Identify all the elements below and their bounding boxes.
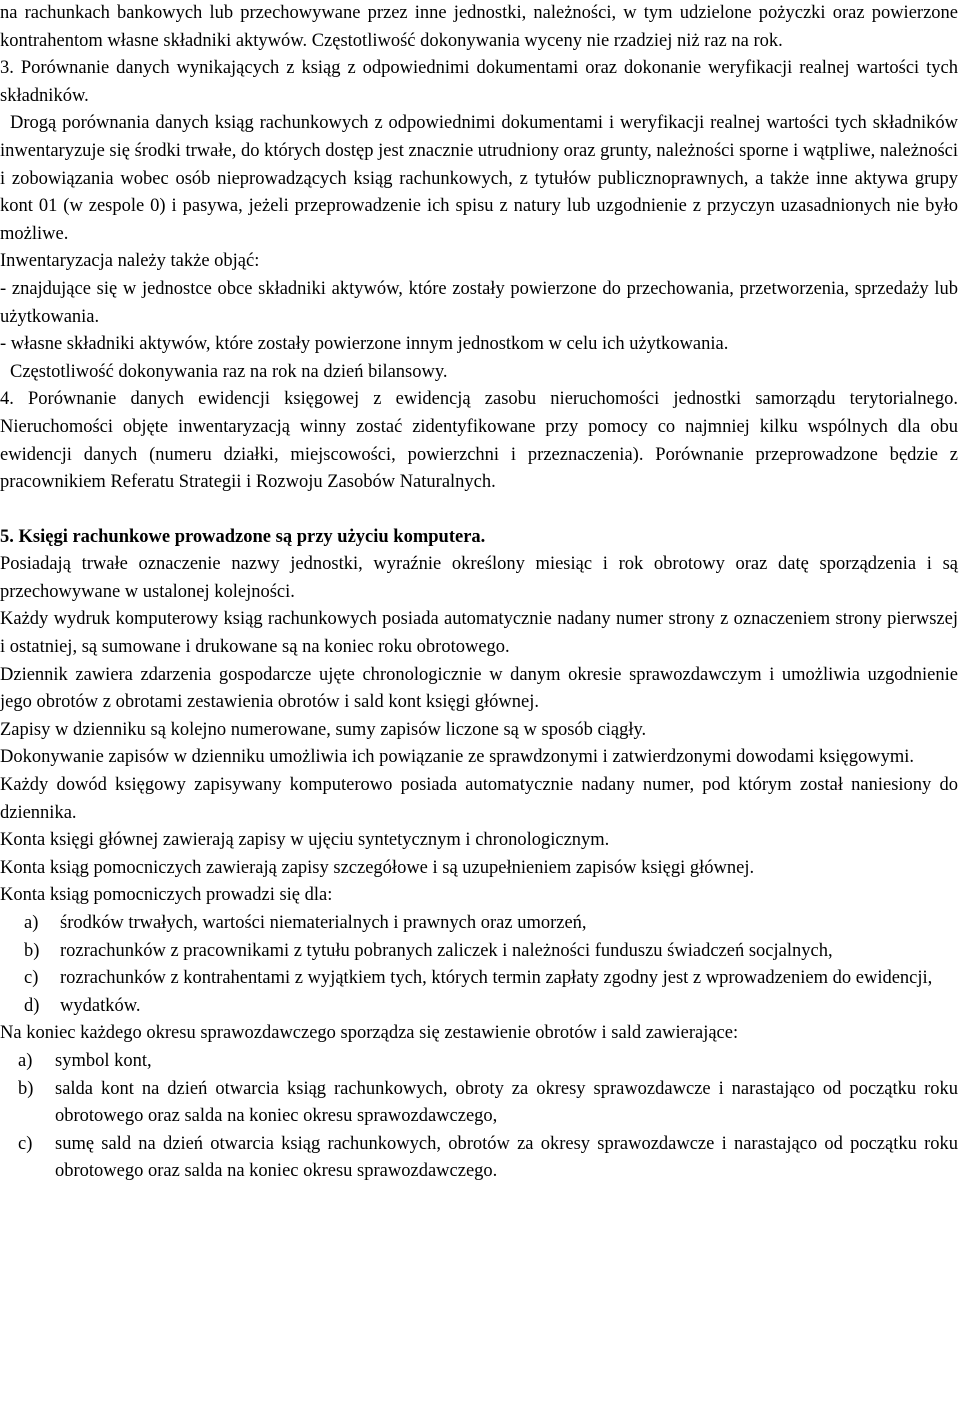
list-marker: d) (24, 995, 40, 1016)
list-item-text: rozrachunków z kontrahentami z wyjątkiem tych, których termin zapłaty zgodny jest z wprowadzeniem do ewidencji, (60, 968, 933, 989)
list-item (0, 938, 958, 966)
list-item (0, 1131, 958, 1186)
list-item (0, 993, 958, 1021)
list-item-text: sumę sald na dzień otwarcia ksiąg rachunkowych, obrotów za okresy sprawozdawcze i narastająco od początku roku obrotowego oraz salda na koniec okresu sprawozdawczego. (55, 1133, 958, 1182)
list-marker: c) (24, 968, 39, 989)
list-item (0, 965, 958, 993)
list-item (0, 1076, 958, 1131)
list-item (0, 910, 958, 938)
paragraph-book-marking: Posiadają trwałe oznaczenie nazwy jednostki, wyraźnie określony miesiąc i rok obrotowy oraz datę sporządzenia i są przechowywane w ustalonej kolejności. (0, 554, 958, 602)
paragraph-journal-entries: Dokonywanie zapisów w dzienniku umożliwia ich powiązanie ze sprawdzonymi i zatwierdzonymi dowodami księgowymi. (0, 747, 914, 768)
list-item (0, 1048, 958, 1076)
section-3-title: 3. Porównanie danych wynikających z ksiąg z odpowiednimi dokumentami oraz dokonanie weryfikacji realnej wartości tych składników. (0, 58, 958, 106)
paragraph-inventory-scope: Inwentaryzacja należy także objąć: (0, 251, 260, 272)
list-marker: b) (24, 940, 40, 961)
paragraph-general-ledger: Konta księgi głównej zawierają zapisy w ujęciu syntetycznym i chronologicznym. (0, 830, 610, 851)
list-marker: a) (18, 1050, 33, 1071)
paragraph-document-number: Każdy dowód księgowy zapisywany komputerowo posiada automatycznie nadany numer, pod którym został naniesiony do dziennika. (0, 775, 958, 823)
list-item-text: wydatków. (60, 995, 141, 1016)
section-5-heading: 5. Księgi rachunkowe prowadzone są przy użyciu komputera. (0, 526, 486, 547)
paragraph-journal: Dziennik zawiera zdarzenia gospodarcze ujęte chronologicznie w danym okresie sprawozdawczym i umożliwia uzgodnienie jego obrotów z obrotami zestawienia obrotów i sald kont księgi głównej. (0, 664, 958, 713)
subsidiary-ledger-list (0, 910, 958, 1020)
spacer (0, 497, 958, 524)
list-marker: b) (18, 1078, 34, 1099)
paragraph-comparison-method: Drogą porównania danych ksiąg rachunkowych z odpowiednimi dokumentami i weryfikacji realnej wartości tych składników inwentaryzuje się środki trwałe, do których dostęp jest znacznie utrudniony oraz grunty, należności sporne i wątpliwe, należności i zobowiązania wobec osób nieprowadzących ksiąg rachunkowych, z tytułów publicznoprawnych, a także inne aktywa grupy kont 01 (w zespole 0) i pasywa, jeżeli przeprowadzenie ich spisu z natury lub uzgodnienie z przyczyn uzasadnionych nie było możliwe. (0, 113, 958, 244)
paragraph-foreign-assets: - znajdujące się w jednostce obce składniki aktywów, które zostały powierzone do przechowania, przetworzenia, sprzedaży lub użytkowania. (0, 278, 958, 327)
list-item-text: rozrachunków z pracownikami z tytułu pobranych zaliczek i należności funduszu świadczeń socjalnych, (60, 940, 833, 961)
paragraph-valuation-frequency: na rachunkach bankowych lub przechowywane przez inne jednostki, należności, w tym udzielone pożyczki oraz powierzone kontrahentom własne składniki aktywów. Częstotliwość dokonywania wyceny nie rzadziej niż raz na rok. (0, 3, 958, 51)
paragraph-journal-numbering: Zapisy w dzienniku są kolejno numerowane, sumy zapisów liczone są w sposób ciągły. (0, 719, 647, 740)
list-item-text: symbol kont, (55, 1050, 152, 1071)
paragraph-frequency: Częstotliwość dokonywania raz na rok na dzień bilansowy. (10, 361, 448, 382)
list-marker: a) (24, 913, 39, 933)
paragraph-subsidiary-ledgers: Konta ksiąg pomocniczych zawierają zapisy szczegółowe i są uzupełnieniem zapisów księgi głównej. (0, 857, 755, 878)
section-4-paragraph: 4. Porównanie danych ewidencji księgowej z ewidencją zasobu nieruchomości jednostki samorządu terytorialnego. Nieruchomości objęte inwentaryzacją winny zostać zidentyfikowane przy pomocy co najmniej kilku wspólnych dla obu ewidencji danych (numeru działki, miejscowości, powierzchni i przeznaczenia). Porównanie przeprowadzone będzie z pracownikiem Referatu Strategii i Rozwoju Zasobów Naturalnych. (0, 389, 958, 493)
paragraph-printouts: Każdy wydruk komputerowy ksiąg rachunkowych posiada automatycznie nadany numer strony z oznaczeniem strony pierwszej i ostatniej, są sumowane i drukowane są na koniec roku obrotowego. (0, 609, 958, 658)
list-item-text: salda kont na dzień otwarcia ksiąg rachunkowych, obroty za okresy sprawozdawcze i narastająco od początku roku obrotowego oraz salda na koniec okresu sprawozdawczego, (55, 1078, 958, 1127)
list-marker: c) (18, 1133, 33, 1154)
trial-balance-list (0, 1048, 958, 1186)
paragraph-trial-balance-intro: Na koniec każdego okresu sprawozdawczego sporządza się zestawienie obrotów i sald zawierające: (0, 1023, 739, 1044)
list-item-text: środków trwałych, wartości niematerialnych i prawnych oraz umorzeń, (60, 913, 587, 933)
paragraph-subsidiary-list-intro: Konta ksiąg pomocniczych prowadzi się dla: (0, 885, 333, 906)
paragraph-own-assets: - własne składniki aktywów, które zostały powierzone innym jednostkom w celu ich użytkowania. (0, 334, 729, 355)
